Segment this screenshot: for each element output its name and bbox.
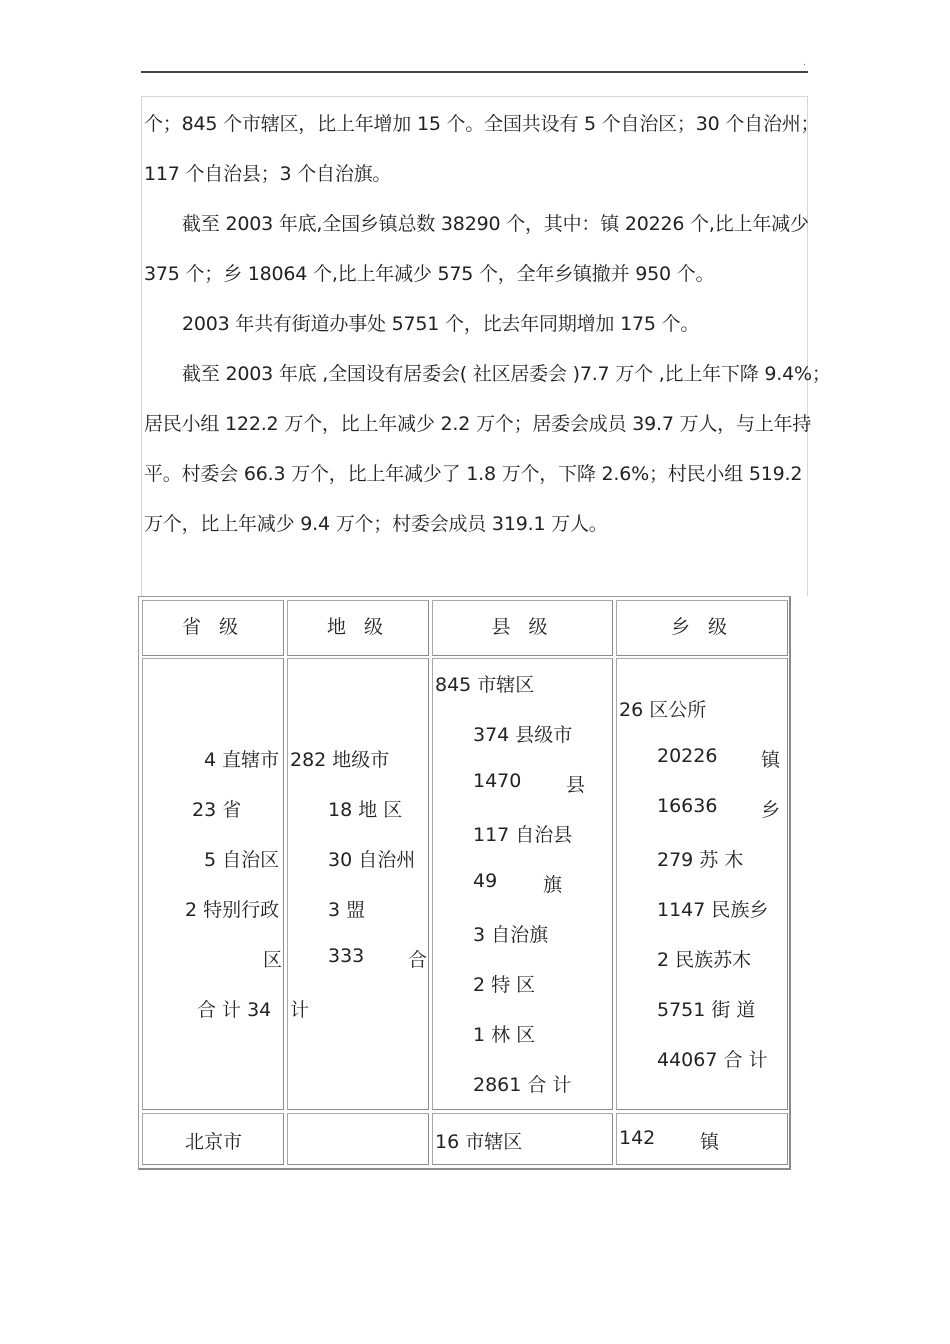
cell-line: 合 计 34: [197, 999, 272, 1021]
paragraph-line: 个；845 个市辖区，比上年增加 15 个。全国共设有 5 个自治区；30 个自治州；: [144, 113, 820, 135]
cell-line: 1147 民族乡: [657, 899, 769, 921]
cell-prefecture-summary: [287, 658, 429, 1110]
text-box-border: [807, 97, 808, 596]
cell-line: 5 自治区: [204, 849, 280, 871]
cell-prefecture-beijing: [287, 1113, 429, 1165]
cell-line: 333: [328, 945, 365, 967]
cell-line: 374 县级市: [473, 724, 573, 746]
paragraph-line: 万个，比上年减少 9.4 万个；村委会成员 319.1 万人。: [144, 513, 608, 535]
paragraph-line: 截至 2003 年底 ,全国设有居委会( 社区居委会 )7.7 万个 ,比上年下降 9.4%；: [182, 363, 831, 385]
cell-line: 2 特 区: [473, 974, 536, 996]
cell-line: 合: [408, 949, 428, 971]
cell-line: 2861 合 计: [473, 1074, 572, 1096]
cell-line: 142: [619, 1127, 656, 1149]
paragraph-line: 居民小组 122.2 万个，比上年减少 2.2 万个；居委会成员 39.7 万人，与上年持: [144, 413, 812, 435]
cell-province-summary: [142, 658, 284, 1110]
header-township: 乡 级: [616, 600, 788, 656]
paragraph-line: 截至 2003 年底,全国乡镇总数 38290 个，其中：镇 20226 个,比上年减少: [182, 213, 809, 235]
cell-line: 旗: [543, 874, 563, 896]
header-province: 省 级: [142, 600, 284, 656]
cell-line: 乡: [761, 799, 781, 821]
cell-line: 4 直辖市: [204, 749, 280, 771]
cell-line: 23 省: [192, 799, 242, 821]
cell-province-beijing: [142, 1113, 284, 1165]
cell-line: 1 林 区: [473, 1024, 536, 1046]
header-rule: [141, 71, 808, 73]
cell-line: 区: [263, 949, 283, 971]
cell-township-beijing: [616, 1113, 788, 1165]
cell-line: 20226: [657, 745, 718, 767]
text-box: [141, 96, 831, 596]
cell-line: 30 自治州: [328, 849, 416, 871]
cell-line: 5751 街 道: [657, 999, 756, 1021]
cell-line: 北京市: [185, 1131, 243, 1153]
header-mark: .: [803, 58, 806, 68]
cell-line: 26 区公所: [619, 699, 707, 721]
cell-line: 2 民族苏木: [657, 949, 752, 971]
cell-line: 117 自治县: [473, 824, 573, 846]
header-prefecture: 地 级: [287, 600, 429, 656]
cell-line: 16 市辖区: [435, 1131, 523, 1153]
cell-line: 镇: [761, 749, 781, 771]
cell-line: 计: [290, 999, 310, 1021]
cell-line: 16636: [657, 795, 718, 817]
cell-line: 279 苏 木: [657, 849, 744, 871]
cell-line: 44067 合 计: [657, 1049, 768, 1071]
cell-line: 2 特别行政: [185, 899, 280, 921]
cell-line: 1470: [473, 770, 522, 792]
cell-township-summary: [616, 658, 788, 1110]
cell-line: 3 自治旗: [473, 924, 549, 946]
paragraph-line: 平。村委会 66.3 万个，比上年减少了 1.8 万个，下降 2.6%；村民小组 519.2: [144, 463, 803, 485]
cell-line: 县: [566, 774, 586, 796]
cell-line: 镇: [700, 1131, 720, 1153]
cell-line: 282 地级市: [290, 749, 390, 771]
cell-line: 18 地 区: [328, 799, 403, 821]
admin-division-table: [138, 596, 791, 1170]
cell-line: 845 市辖区: [435, 674, 535, 696]
header-county: 县 级: [432, 600, 613, 656]
cell-line: 3 盟: [328, 899, 366, 921]
paragraph-line: 2003 年共有街道办事处 5751 个，比去年同期增加 175 个。: [182, 313, 700, 335]
paragraph-line: 117 个自治县；3 个自治旗。: [144, 163, 392, 185]
cell-county-beijing: [432, 1113, 613, 1165]
paragraph-line: 375 个；乡 18064 个,比上年减少 575 个，全年乡镇撤并 950 个。: [144, 263, 715, 285]
cell-county-summary: [432, 658, 613, 1110]
cell-line: 49: [473, 870, 498, 892]
